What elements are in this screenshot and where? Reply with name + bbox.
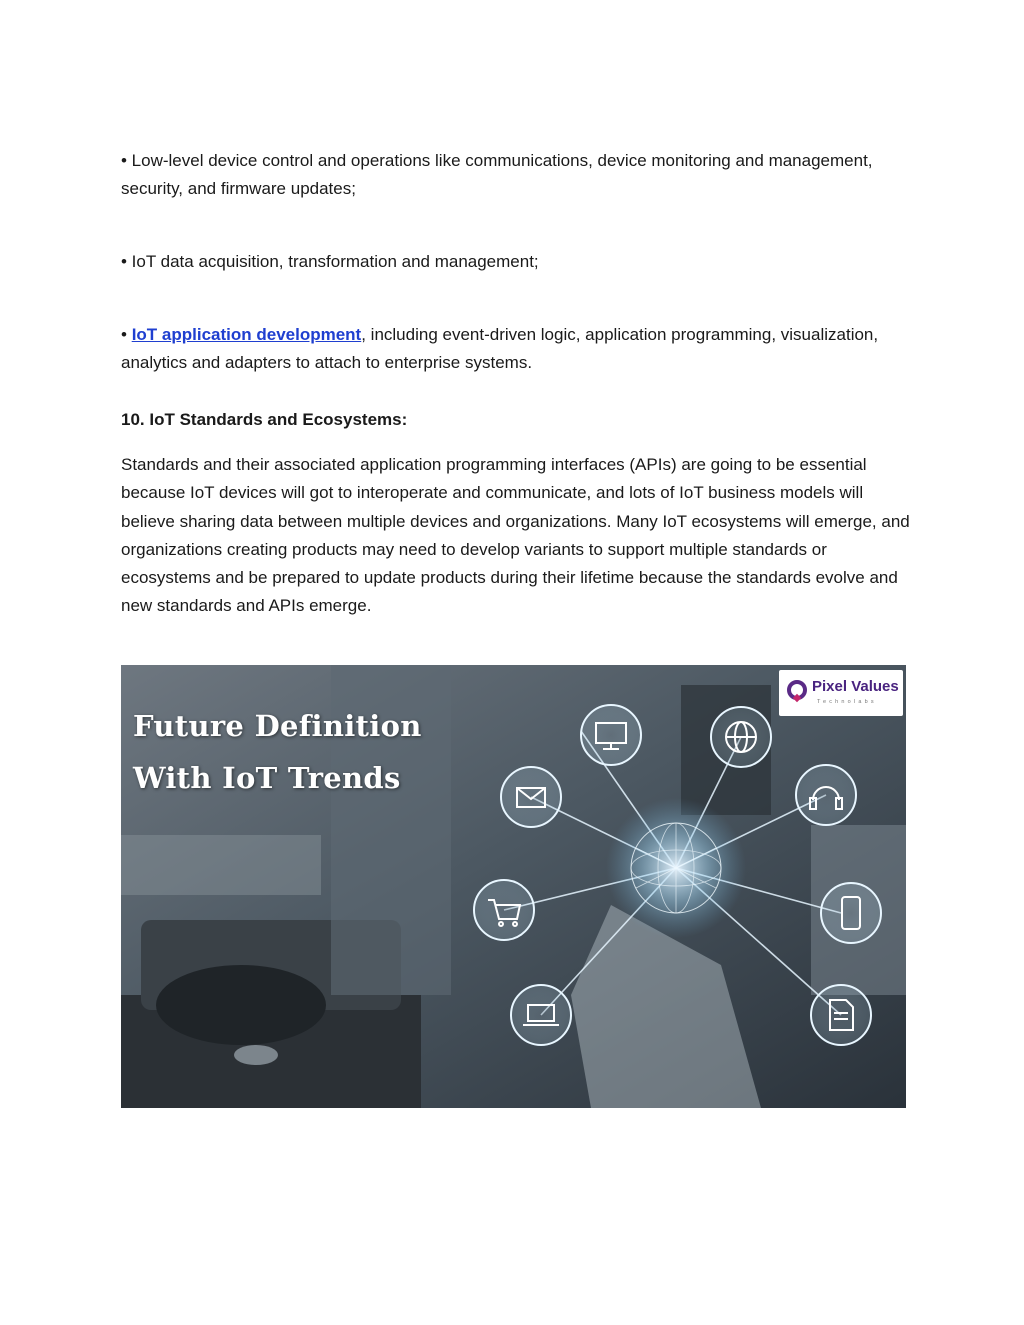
cart-icon <box>474 880 534 940</box>
iot-app-development-link[interactable]: IoT application development <box>131 325 362 344</box>
laptop-icon <box>511 985 571 1045</box>
logo-subtitle: Technolabs <box>817 699 877 705</box>
pixel-values-logo <box>779 670 903 716</box>
mail-icon <box>501 767 561 827</box>
section-heading: 10. IoT Standards and Ecosystems: <box>121 410 408 429</box>
document-icon <box>811 985 871 1045</box>
section-body: Standards and their associated application programming interfaces (APIs) are going to be essential because IoT devices will got to interoperate and communicate, and lots of IoT business models will believe sharing data between multiple devices and organizations. Many IoT ecosystems will emerge, and organizations creating products may need to develop variants to support multiple standards or ecosystems and be prepared to update products during their lifetime because the standards evolve and new standards and APIs emerge. <box>121 455 910 616</box>
headset-icon <box>796 765 856 825</box>
monitor-icon <box>581 705 641 765</box>
hero-title-line2: With IoT Trends <box>133 761 401 795</box>
iot-trends-image <box>121 665 906 1108</box>
bullet-app-development <box>121 321 911 378</box>
hero-title-line1: Future Definition <box>133 709 422 743</box>
smartphone-icon <box>821 883 881 943</box>
logo-name: Pixel Values <box>812 678 899 695</box>
bullet-app-development-text: , including event-driven logic, application programming, visualization, analytics and adapters to attach to enterprise systems. <box>121 325 879 373</box>
bullet-prefix: • <box>121 325 132 344</box>
bullet-data-acquisition: • IoT data acquisition, transformation and management; <box>121 252 539 271</box>
logo-mark-icon <box>787 680 807 700</box>
bullet-device-control: • Low-level device control and operations like communications, device monitoring and management, security, and firmware updates; <box>121 151 873 199</box>
